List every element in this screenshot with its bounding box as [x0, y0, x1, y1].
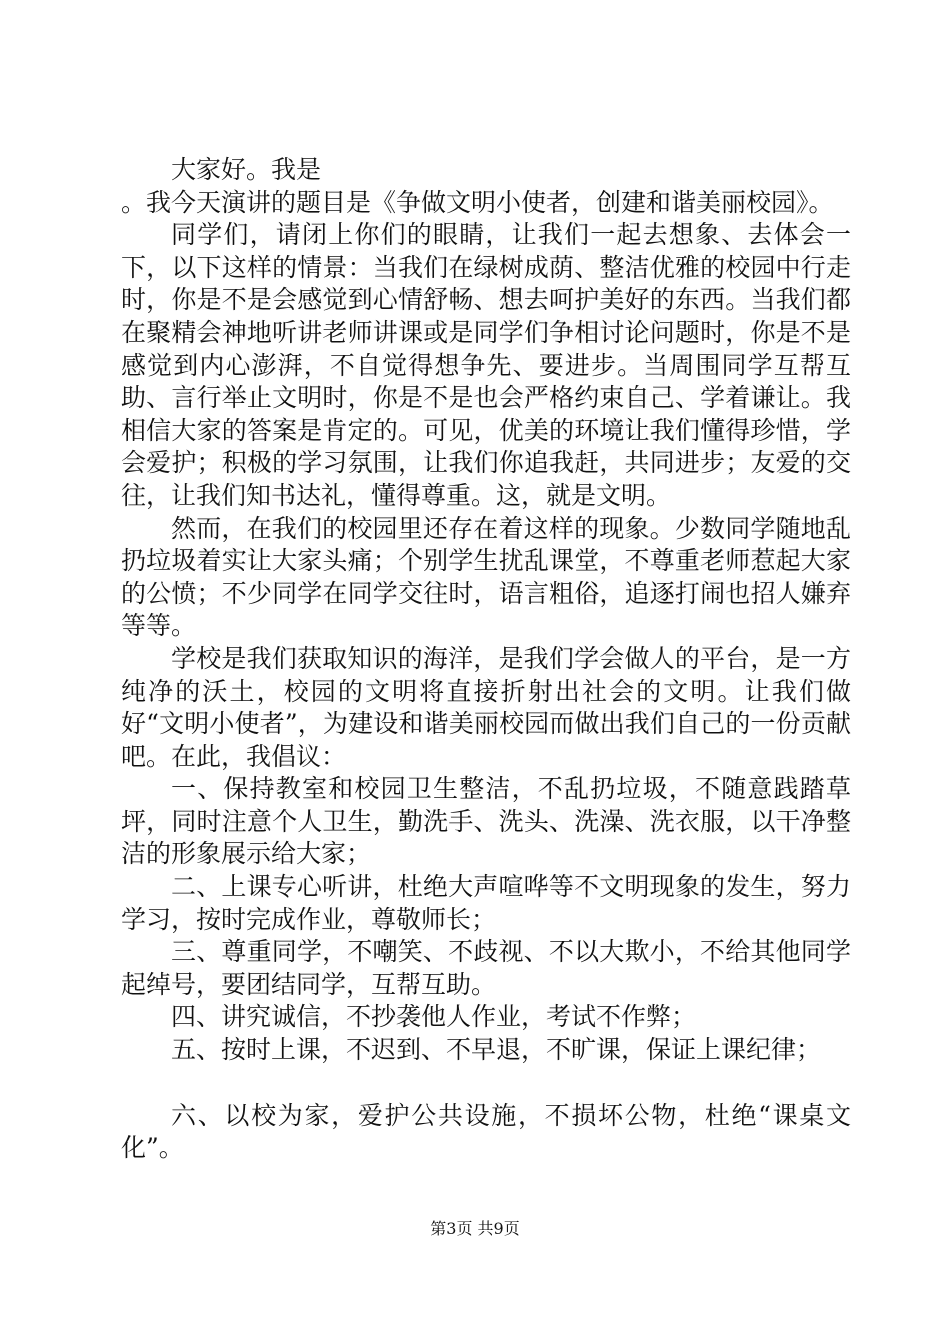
imagine-paragraph: 同学们，请闭上你们的眼睛，让我们一起去想象、去体会一下，以下这样的情景：当我们在绿树成荫、整洁优雅的校园中行走时，你是不是会感觉到心情舒畅、想去呵护美好的东西。当我们都在聚精会神地听讲老师讲课或是同学们争相讨论问题时，你是不是感觉到内心澎湃，不自觉得想争先、要进步。当周围同学互帮互助、言行举止文明时，你是不是也会严格约束自己、学着谦让。我相信大家的答案是肯定的。可见，优美的环境让我们懂得珍惜，学会爱护；积极的学习氛围，让我们你追我赶，共同进步；友爱的交往，让我们知书达礼，懂得尊重。这，就是文明。	[121, 220, 851, 510]
proposal-item-2: 二、上课专心听讲，杜绝大声喧哗等不文明现象的发生，努力学习，按时完成作业，尊敬师长；	[121, 872, 851, 934]
proposal-item-5: 五、按时上课，不迟到、不早退，不旷课，保证上课纪律；	[171, 1035, 822, 1065]
proposal-item-3: 三、尊重同学，不嘲笑、不歧视、不以大欺小，不给其他同学起绰号，要团结同学，互帮互助。	[121, 937, 851, 999]
page-number-footer: 第3页 共9页	[430, 1219, 520, 1238]
proposal-item-6: 六、以校为家，爱护公共设施，不损坏公物，杜绝“课桌文化”。	[121, 1100, 851, 1163]
greeting-paragraph: 大家好。我是	[171, 155, 322, 184]
proposal-item-1: 一、保持教室和校园卫生整洁，不乱扔垃圾，不随意践踏草坪，同时注意个人卫生，勤洗手、洗头、洗澡、洗衣服，以干净整洁的形象展示给大家；	[121, 774, 851, 869]
proposal-intro-paragraph: 学校是我们获取知识的海洋，是我们学会做人的平台，是一方纯净的沃土，校园的文明将直接折射出社会的文明。让我们做好“文明小使者”，为建设和谐美丽校园而做出我们自己的一份贡献吧。在此，我倡议：	[121, 643, 851, 771]
speech-title-paragraph: 。我今天演讲的题目是《争做文明小使者，创建和谐美丽校园》。	[121, 187, 834, 217]
proposal-item-4: 四、讲究诚信，不抄袭他人作业，考试不作弊；	[171, 1002, 697, 1032]
problems-paragraph: 然而，在我们的校园里还存在着这样的现象。少数同学随地乱扔垃圾着实让大家头痛；个别学生扰乱课堂，不尊重老师惹起大家的公愤；不少同学在同学交往时，语言粗俗，追逐打闹也招人嫌弃等等。	[121, 513, 851, 641]
document-body	[121, 154, 851, 1165]
